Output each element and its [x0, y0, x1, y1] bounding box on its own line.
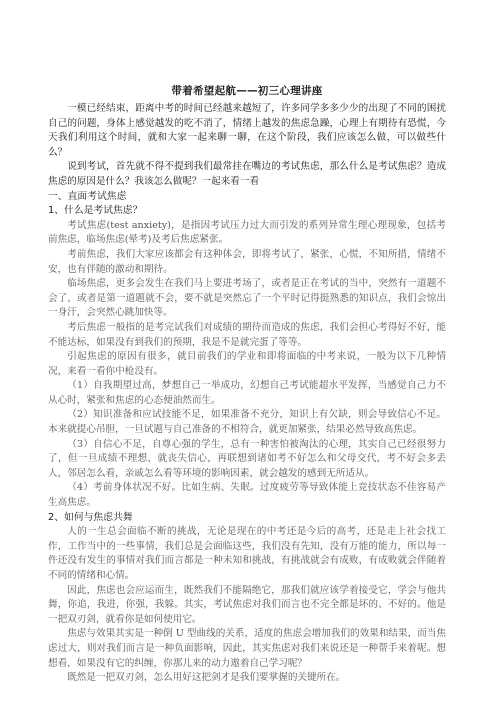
body-paragraph: （1）自我期望过高，梦想自己一举成功，幻想自己考试能超水平发挥，当感觉自己力不从心时，紧张和焦虑的心态便油然而生。	[48, 380, 446, 406]
body-paragraph: （3）自信心不足，自尊心强的学生，总有一种害怕被淘汰的心理，其实自己已经很努力了，但一旦成绩不理想，就丧失信心，再联想到诸如考不好怎么和父母交代，考不好会多丢人，邻居怎么看，亲戚怎么看等环境的影响因素，就会越发的感到无所适从。	[48, 438, 446, 479]
body-paragraph: 说到考试，首先就不得不提到我们最常挂在嘴边的考试焦虑，那么什么是考试焦虑？造成焦虑的原因是什么？我该怎么做呢？一起来看一看	[48, 161, 446, 187]
body-paragraph: 一模已经结束，距离中考的时间已经越来越短了，许多同学多多少少的出现了不同的困扰自己的问题，身体上感觉越发的吃不消了，情绪上越发的焦虑急躁，心理上有期待有恐慌，今天我们利用这个时间，就和大家一起来聊一聊，在这个阶段，我们应该怎么做，可以做些什么？	[48, 103, 446, 158]
subsection-heading: 2、如何与焦虑共舞	[48, 511, 133, 523]
section-heading: 一、直面考试焦虑	[48, 190, 127, 202]
body-paragraph: 焦虑与效果其实是一种倒 U 型曲线的关系，适度的焦虑会增加我们的效果和结果，而当焦虑过大，则对我们而言是一种负面影响，因此，其实焦虑对我们来说还是一种帮手来着呢。想想看，如果没有它的纠缠，你那儿来的动力遨着自己学习呢？	[48, 628, 446, 669]
body-paragraph: （2）知识准备和应试技能不足，如果准备不充分，知识上有欠缺，则会导致信心不足。本来就提心吊胆，一旦试题与自己准备的不相符合，就更加紧张，结果必然导致高焦虑。	[48, 409, 446, 436]
body-paragraph: （4）考前身体状况不好。比如生病、失眠。过度疲劳等导致体能上竞技状态不佳容易产生高焦虑。	[48, 482, 446, 509]
body-paragraph: 既然是一把双刃剑，怎么用好这把剑才是我们要掌握的关键所在。	[67, 672, 346, 684]
body-paragraph: 因此，焦虑也会应运而生，既然我们不能隔绝它，那我们就应该学着接受它，学会与他共舞，你追，我进，你强，我躲。其实，考试焦虑对我们而言也不完全都是坏的、不好的。他是一把双刃剑，就看你是如何使用它。	[48, 584, 446, 625]
body-paragraph: 考前焦虑，我们大家应该都会有这种体会，即将考试了，紧张，心慌，不知所措，情绪不安，也有伴随的激动和期待。	[48, 248, 446, 275]
page-title: 带着希望起航——初三心理讲座	[171, 85, 323, 97]
body-paragraph: 临场焦虑，更多会发生在我们马上要进考场了，或者是正在考试的当中，突然有一道题不会了，或者是第一道题就不会，要不就是突然忘了一个平时记得挺熟悉的知识点，我们会惊出一身汗，会突然心跳加快等。	[48, 278, 446, 319]
subsection-heading: 1、什么是考试焦虑？	[48, 205, 143, 217]
body-paragraph: 引起焦虑的原因有很多，就目前我们的学业和即将面临的中考来说，一般为以下几种情况，来看一看你中枪没有。	[48, 351, 446, 377]
document-body	[48, 102, 446, 686]
body-paragraph: 考后焦虑一般指的是考完试我们对成绩的期待而造成的焦虑，我们会担心考得好不好，能不能达标，如果没有到我们的预期，我是不是就完蛋了等等。	[48, 321, 446, 348]
body-paragraph: 考试焦虑(test anxiety)，是指因考试压力过大而引发的系列异常生理心理现象，包括考前焦虑，临场焦虑(晕考)及考后焦虑紧张。	[48, 219, 446, 246]
body-paragraph: 人的一生总会面临不断的挑战，无论是现在的中考还是今后的高考，还是走上社会找工作，工作当中的一些事情，我们总是会面临这些，我们没有先知，没有万能的能力，所以每一件还没有发生的事情对我们而言都是一种未知和挑战，有挑战就会有成败，有成败就会伴随着不同的情绪和心情。	[48, 526, 446, 581]
